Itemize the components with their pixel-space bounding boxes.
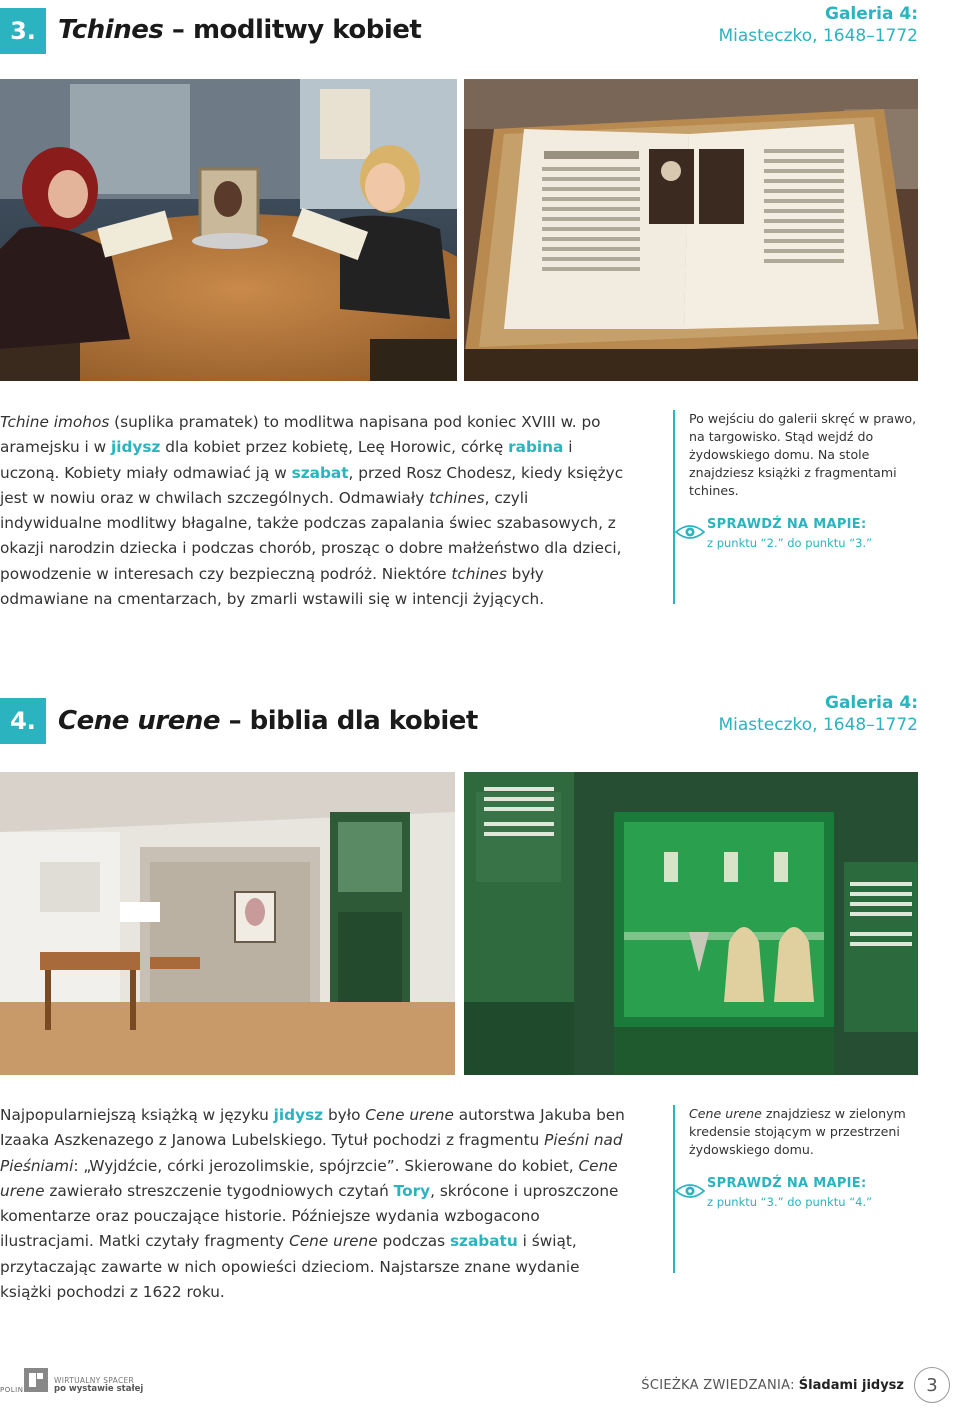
text-run: , przed Rosz Chodesz, kiedy księżyc jest w nowiu oraz w chwilach szczególnych. Odmawiały <box>0 463 624 507</box>
sidebar-italic: Cene urene <box>689 1106 762 1121</box>
gallery-sub: Miasteczko, 1648–1772 <box>718 715 918 735</box>
text-run: i świąt, przytaczając zawarte w nich opowieści dzieciom. Najstarsze znane wydanie książki pochodzi z 1622 roku. <box>0 1232 580 1302</box>
title-italic: Tchines <box>58 15 164 45</box>
italic-term: Cene urene <box>289 1232 378 1251</box>
text-run: dla kobiet przez kobietę, Leę Horowic, córkę <box>160 438 509 457</box>
glossary-term: jidysz <box>273 1106 324 1124</box>
path-name: Śladami jidysz <box>798 1377 904 1393</box>
eye-icon <box>675 522 705 542</box>
polin-text: POLIN <box>0 1386 24 1394</box>
title-rest: – modlitwy kobiet <box>163 15 422 45</box>
text-run: było <box>323 1106 366 1124</box>
glossary-term: jidysz <box>111 438 161 457</box>
body-text-4 <box>0 1103 632 1305</box>
virtual-line2: po wystawie stałej <box>54 1384 144 1394</box>
text-run: , skrócone i uproszczone komentarze oraz pouczające historie. Późniejsze wydania wzbogacono ilustracjami. Matki czytały fragmenty <box>0 1181 619 1251</box>
sidebar-3 <box>673 410 934 604</box>
text-run: i uczoną. Kobiety miały odmawiać ją w <box>0 438 573 482</box>
glossary-term: rabina <box>508 438 564 457</box>
page-number: 3 <box>914 1367 950 1403</box>
polin-logo-icon <box>24 1368 48 1392</box>
text-run: zawierało streszczenie tygodniowych czytań <box>44 1181 394 1200</box>
italic-term: tchines <box>429 488 485 507</box>
virtual-line1: WIRTUALNY SPACER <box>54 1376 135 1385</box>
title-italic: Cene urene <box>58 706 221 736</box>
map-title: SPRAWDŹ NA MAPIE: <box>707 1176 867 1191</box>
section-title-3 <box>58 15 421 45</box>
sidebar-text: Po wejściu do galerii skręć w prawo, na targowisko. Stąd wejdź do żydowskiego domu. Na stole znajdziesz książki z fragmentami tchines. <box>689 411 917 498</box>
italic-term: tchines <box>451 564 507 583</box>
eye-icon <box>675 1181 705 1201</box>
path-label: ŚCIEŻKA ZWIEDZANIA: <box>641 1377 795 1393</box>
italic-term: Cene urene <box>365 1106 454 1124</box>
map-link-3[interactable] <box>675 516 934 552</box>
footer-logo-area <box>0 1368 143 1402</box>
map-sub: z punktu “3.” do punktu “4.” <box>707 1195 873 1209</box>
section-number-3: 3. <box>0 8 46 54</box>
glossary-term: Tory <box>393 1181 431 1200</box>
text-run: Najpopularniejszą książką w języku <box>0 1106 274 1124</box>
text-run: : „Wyjdźcie, córki jerozolimskie, spójrzcie”. Skierowane do kobiet, <box>73 1156 579 1175</box>
sidebar-rest: znajdziesz w zielonym kredensie stojącym w przestrzeni żydowskiego domu. <box>689 1106 906 1157</box>
map-title: SPRAWDŹ NA MAPIE: <box>707 517 867 532</box>
text-run: , czyli indywidualne modlitwy błagalne, także podczas zapalania świec szabasowych, z okazji narodzin dziecka i podczas chorób, prosząc o dobre małżeństwo dla dzieci, powodzenie w interesach czy bezpieczną podróż. Niektóre <box>0 488 622 583</box>
gallery-label: Galeria 4: <box>824 693 918 713</box>
gallery-info-4 <box>718 693 918 735</box>
map-sub: z punktu “2.” do punktu “3.” <box>707 536 873 550</box>
section-title-4 <box>58 706 478 736</box>
glossary-term: szabatu <box>449 1232 518 1251</box>
photo-green-cabinet <box>464 772 918 1075</box>
section-number-4: 4. <box>0 698 46 744</box>
glossary-term: szabat <box>291 463 349 482</box>
text-run: były odmawiane na cmentarzach, by zmarli wstawili się w intencji żyjących. <box>0 564 545 609</box>
photo-exhibition-room <box>0 772 455 1075</box>
text-run: podczas <box>377 1232 450 1251</box>
italic-term: Pieśni nad Pieśniami <box>0 1131 623 1175</box>
polin-logo <box>0 1368 52 1402</box>
gallery-label: Galeria 4: <box>824 4 918 24</box>
footer-path <box>641 1367 950 1403</box>
title-rest: – biblia dla kobiet <box>220 706 478 736</box>
sidebar-text <box>689 1105 934 1159</box>
sidebar-4 <box>673 1105 934 1273</box>
italic-term: Tchine imohos <box>0 413 110 431</box>
gallery-sub: Miasteczko, 1648–1772 <box>718 26 918 46</box>
map-link-4[interactable] <box>675 1175 934 1211</box>
virtual-tour-label <box>54 1376 143 1394</box>
photo-women-reading <box>0 79 457 381</box>
text-run: (suplika pramatek) to modlitwa napisana pod koniec XVIII w. po aramejsku i w <box>0 413 601 457</box>
gallery-info-3 <box>718 4 918 46</box>
photo-open-book <box>464 79 918 381</box>
body-text-3 <box>0 410 628 612</box>
text-run: autorstwa Jakuba ben Izaaka Aszkenazego z Janowa Lubelskiego. Tytuł pochodzi z fragmentu <box>0 1106 625 1150</box>
italic-term: Cene urene <box>0 1156 618 1200</box>
